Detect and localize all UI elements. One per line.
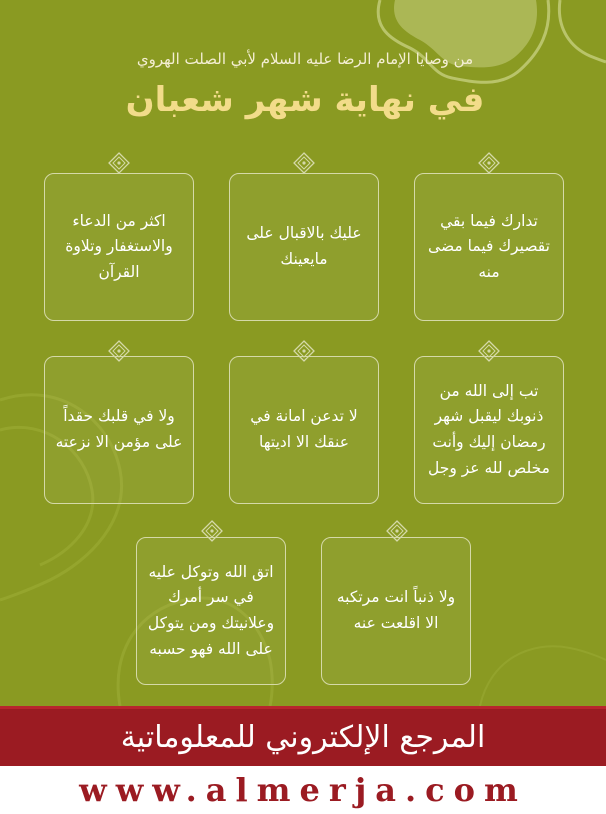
advice-card bbox=[229, 356, 379, 504]
advice-text: لا تدعن امانة في عنقك الا اديتها bbox=[250, 407, 358, 451]
advice-text: ولا في قلبك حقداً على مؤمن الا نزعته bbox=[55, 407, 183, 451]
advice-card bbox=[229, 173, 379, 321]
subtitle: من وصايا الإمام الرضا عليه السلام لأبي الصلت الهروي bbox=[136, 50, 474, 68]
advice-text: عليك بالاقبال على مايعينك bbox=[246, 224, 362, 268]
brand-banner bbox=[0, 706, 606, 766]
brand-name: المرجع الإلكتروني للمعلوماتية bbox=[120, 720, 486, 755]
advice-card bbox=[321, 537, 471, 685]
advice-card bbox=[414, 356, 564, 504]
advice-card bbox=[44, 173, 194, 321]
page-title: في نهاية شهر شعبان bbox=[125, 80, 485, 120]
advice-text: اكثر من الدعاء والاستغفار وتلاوة القرآن bbox=[65, 211, 173, 281]
advice-text: تب إلى الله من ذنوبك ليقبل شهر رمضان إليك وأنت مخلص لله عز وجل bbox=[428, 381, 550, 477]
diamond-ornament-icon bbox=[478, 152, 500, 174]
advice-text: تدارك فيما بقي تقصيرك فيما مضى منه bbox=[428, 211, 550, 281]
advice-card bbox=[44, 356, 194, 504]
advice-text: اتق الله وتوكل عليه في سر أمرك وعلانيتك ومن يتوكل على الله فهو حسبه bbox=[147, 562, 275, 658]
advice-text: ولا ذنباً انت مرتكبه الا اقلعت عنه bbox=[336, 588, 456, 632]
site-url[interactable]: www.almerja.com bbox=[79, 771, 527, 809]
advice-card bbox=[414, 173, 564, 321]
advice-card bbox=[136, 537, 286, 685]
diamond-ornament-icon bbox=[108, 152, 130, 174]
diamond-ornament-icon bbox=[293, 152, 315, 174]
